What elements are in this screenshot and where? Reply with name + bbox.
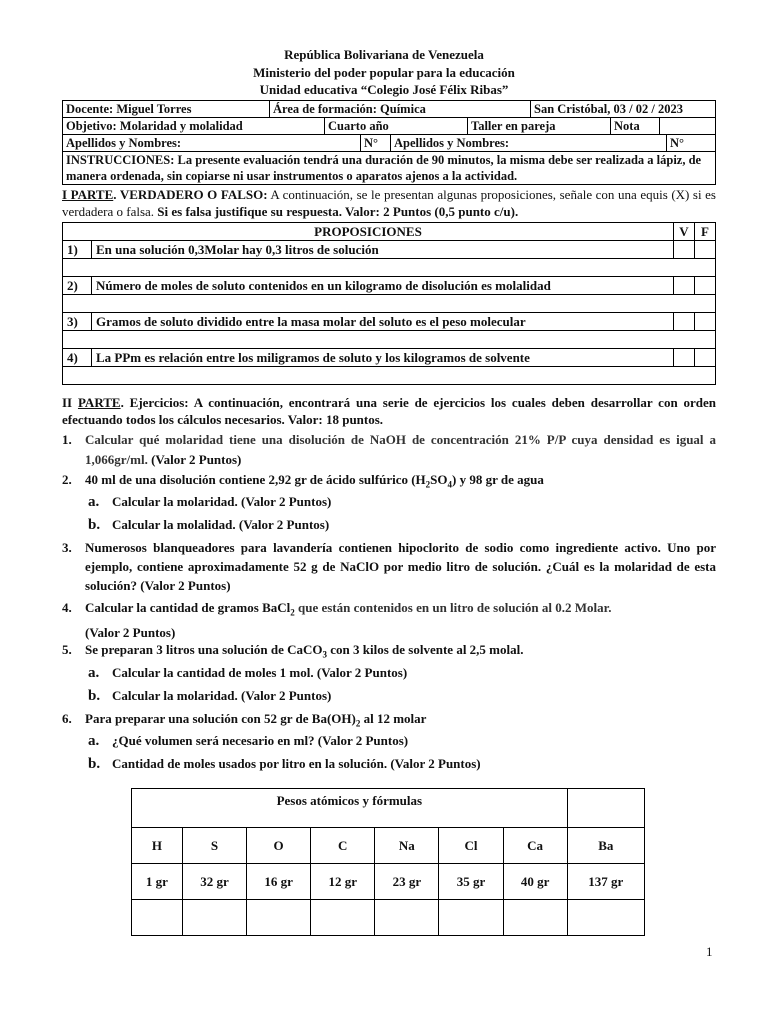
- exercise-2: [62, 470, 716, 495]
- subscript: 2: [290, 607, 295, 618]
- proposiciones-header: PROPOSICIONES: [63, 223, 674, 241]
- element-symbol: O: [247, 828, 311, 864]
- table-row: [63, 241, 716, 259]
- table-row: [63, 313, 716, 331]
- element-weight: 40 gr: [503, 864, 567, 900]
- atomic-weights-table: [131, 788, 645, 936]
- exercise-3-text: Numerosos blanqueadores para lavandería contienen hipoclorito de sodio como ingrediente activo. Uno por ejemplo, contiene aproximadamente 52 g de NaClO por medio litro de solución. ¿Cuál es la molaridad de esta solución? (Valor 2 Puntos): [85, 540, 716, 593]
- subscript: 2: [355, 718, 361, 729]
- sub-letter: b.: [88, 756, 101, 772]
- exercise-6a-text: ¿Qué volumen será necesario en ml? (Valor 2 Puntos): [112, 733, 409, 748]
- item-text: Número de moles de soluto contenidos en un kilogramo de disolución es molalidad: [92, 277, 674, 295]
- element-weight: 32 gr: [182, 864, 246, 900]
- exercise-number: 4.: [62, 600, 72, 615]
- parte1-bold-text: Si es falsa justifique su respuesta. Valor: 2 Puntos (0,5 punto c/u).: [154, 204, 519, 219]
- area-cell: Área de formación: Química: [270, 101, 531, 118]
- exercise-4-text-end: que están contenidos en un litro de solución al 0.2 Molar.: [294, 600, 612, 615]
- table-row: [132, 900, 645, 936]
- sub-letter: a.: [88, 665, 100, 681]
- f-checkbox-cell[interactable]: [695, 313, 716, 331]
- parte2-text: . Ejercicios: A continuación, encontrará una serie de ejercicios los cuales deben desarrollar con orden efectuando todos los cálculos necesarios. Valor: 18 puntos.: [62, 395, 716, 427]
- element-symbol: Na: [375, 828, 439, 864]
- numero-1-cell[interactable]: N°: [361, 135, 391, 152]
- parte2-prefix: II: [62, 395, 78, 410]
- parte1-intro: [62, 186, 716, 220]
- col-v-header: V: [674, 223, 695, 241]
- element-weight: 23 gr: [375, 864, 439, 900]
- exercise-1-text: Calcular qué molaridad tiene una disolución de NaOH de concentración 21% P/P cuya densidad es igual a 1,066gr/ml.: [85, 432, 716, 467]
- info-table-row-3: [62, 134, 716, 152]
- exercise-4: [62, 598, 716, 643]
- exercise-number: 5.: [62, 642, 72, 657]
- exercise-4-text: Calcular la cantidad de gramos BaCl: [85, 600, 291, 615]
- element-weight: 35 gr: [439, 864, 503, 900]
- exercise-number: 3.: [62, 540, 72, 555]
- subscript: 2: [425, 479, 431, 490]
- exercise-6b: [88, 754, 708, 774]
- header-line-1: República Bolivariana de Venezuela: [284, 47, 484, 62]
- exercise-number: 2.: [62, 472, 72, 487]
- exercise-6a: [88, 731, 708, 751]
- exercise-1-value: (Valor 2 Puntos): [147, 452, 242, 467]
- item-number: 4): [63, 349, 92, 367]
- sub-letter: a.: [88, 494, 100, 510]
- parte2-title: PARTE: [77, 395, 121, 410]
- numero-2-cell[interactable]: N°: [667, 135, 716, 152]
- exercise-5a: [88, 663, 708, 683]
- v-checkbox-cell[interactable]: [674, 277, 695, 295]
- sub-letter: b.: [88, 517, 101, 533]
- table-row: [132, 864, 645, 900]
- sub-letter: b.: [88, 688, 101, 704]
- v-checkbox-cell[interactable]: [674, 349, 695, 367]
- nota-value-cell[interactable]: [660, 118, 716, 135]
- docente-cell: Docente: Miguel Torres: [63, 101, 270, 118]
- f-checkbox-cell[interactable]: [695, 349, 716, 367]
- item-number: 3): [63, 313, 92, 331]
- exercise-2-text-end: ) y 98 gr de agua: [452, 472, 544, 487]
- exercise-5a-text: Calcular la cantidad de moles 1 mol. (Valor 2 Puntos): [112, 665, 408, 680]
- exercise-4-value: (Valor 2 Puntos): [85, 624, 176, 640]
- parte2-intro: [62, 394, 716, 428]
- exercise-2-text: 40 ml de una disolución contiene 2,92 gr de ácido sulfúrico (H: [85, 472, 426, 487]
- sub-letter: a.: [88, 733, 100, 749]
- atomic-table-title: Pesos atómicos y fórmulas: [132, 789, 568, 828]
- exercise-6: [62, 709, 716, 734]
- exercise-2a-text: Calcular la molaridad. (Valor 2 Puntos): [112, 494, 332, 509]
- item-text: En una solución 0,3Molar hay 0,3 litros de solución: [92, 241, 674, 259]
- exercise-5-text: Se preparan 3 litros una solución de CaCO: [85, 642, 323, 657]
- parte1-title: I PARTE: [62, 187, 114, 202]
- justification-row[interactable]: [63, 295, 716, 313]
- item-number: 2): [63, 277, 92, 295]
- element-symbol: Ba: [567, 828, 644, 864]
- element-symbol: H: [132, 828, 183, 864]
- element-symbol: C: [311, 828, 375, 864]
- element-weight: 137 gr: [567, 864, 644, 900]
- subscript: 4: [447, 479, 453, 490]
- exercise-3: [62, 538, 716, 595]
- instrucciones-cell: INSTRUCCIONES: La presente evaluación tendrá una duración de 90 minutos, la misma debe ser realizada a lápiz, de manera ordenada, sin copiarse ni usar instrumentos o aparatos ajenos a la actividad.: [63, 152, 716, 185]
- exercise-1: [62, 430, 716, 470]
- exercise-6-text-end: al 12 molar: [360, 711, 427, 726]
- exercise-number: 6.: [62, 711, 72, 726]
- exercise-5: [62, 640, 716, 665]
- info-table-row-1: [62, 100, 716, 118]
- page-number: 1: [706, 944, 713, 959]
- parte1-text: A continuación, se le presentan algunas proposiciones, señale con una equis (X) si es verdadera o falsa.: [62, 187, 716, 219]
- justification-row[interactable]: [63, 367, 716, 385]
- element-weight: 12 gr: [311, 864, 375, 900]
- v-checkbox-cell[interactable]: [674, 241, 695, 259]
- table-row: [63, 277, 716, 295]
- exercise-6b-text: Cantidad de moles usados por litro en la solución. (Valor 2 Puntos): [112, 756, 481, 771]
- exercise-2a: [88, 492, 708, 512]
- element-weight: 1 gr: [132, 864, 183, 900]
- nota-label-cell: Nota: [611, 118, 660, 135]
- proposiciones-table: [62, 222, 716, 385]
- exercise-2b: [88, 515, 708, 535]
- f-checkbox-cell[interactable]: [695, 241, 716, 259]
- element-symbol: S: [182, 828, 246, 864]
- justification-row[interactable]: [63, 331, 716, 349]
- fecha-cell: San Cristóbal, 03 / 02 / 2023: [531, 101, 716, 118]
- info-table-row-2: [62, 117, 716, 135]
- apellidos-1-cell[interactable]: Apellidos y Nombres:: [63, 135, 361, 152]
- header-line-2: Ministerio del poder popular para la educación: [253, 65, 515, 80]
- element-symbol: Ca: [503, 828, 567, 864]
- exercise-6-text: Para preparar una solución con 52 gr de Ba(OH): [85, 711, 356, 726]
- f-checkbox-cell[interactable]: [695, 277, 716, 295]
- parte1-subtitle: . VERDADERO O FALSO:: [113, 187, 268, 202]
- exercise-5b: [88, 686, 708, 706]
- header-line-3: Unidad educativa “Colegio José Félix Ribas”: [259, 82, 509, 97]
- col-f-header: F: [695, 223, 716, 241]
- anio-cell: Cuarto año: [325, 118, 468, 135]
- subscript: 3: [322, 649, 328, 660]
- element-weight: 16 gr: [247, 864, 311, 900]
- item-text: La PPm es relación entre los miligramos de soluto y los kilogramos de solvente: [92, 349, 674, 367]
- table-row: [132, 828, 645, 864]
- table-row: [63, 349, 716, 367]
- justification-row[interactable]: [63, 259, 716, 277]
- objetivo-cell: Objetivo: Molaridad y molalidad: [63, 118, 325, 135]
- item-number: 1): [63, 241, 92, 259]
- taller-cell: Taller en pareja: [468, 118, 611, 135]
- info-table-instructions: [62, 151, 716, 185]
- item-text: Gramos de soluto dividido entre la masa molar del soluto es el peso molecular: [92, 313, 674, 331]
- exercise-2-text-mid: SO: [430, 472, 448, 487]
- exercise-2b-text: Calcular la molalidad. (Valor 2 Puntos): [112, 517, 330, 532]
- element-symbol: Cl: [439, 828, 503, 864]
- exercise-5-text-end: con 3 kilos de solvente al 2,5 molal.: [327, 642, 524, 657]
- exercise-number: 1.: [62, 432, 72, 447]
- v-checkbox-cell[interactable]: [674, 313, 695, 331]
- exercise-5b-text: Calcular la molaridad. (Valor 2 Puntos): [112, 688, 332, 703]
- apellidos-2-cell[interactable]: Apellidos y Nombres:: [391, 135, 667, 152]
